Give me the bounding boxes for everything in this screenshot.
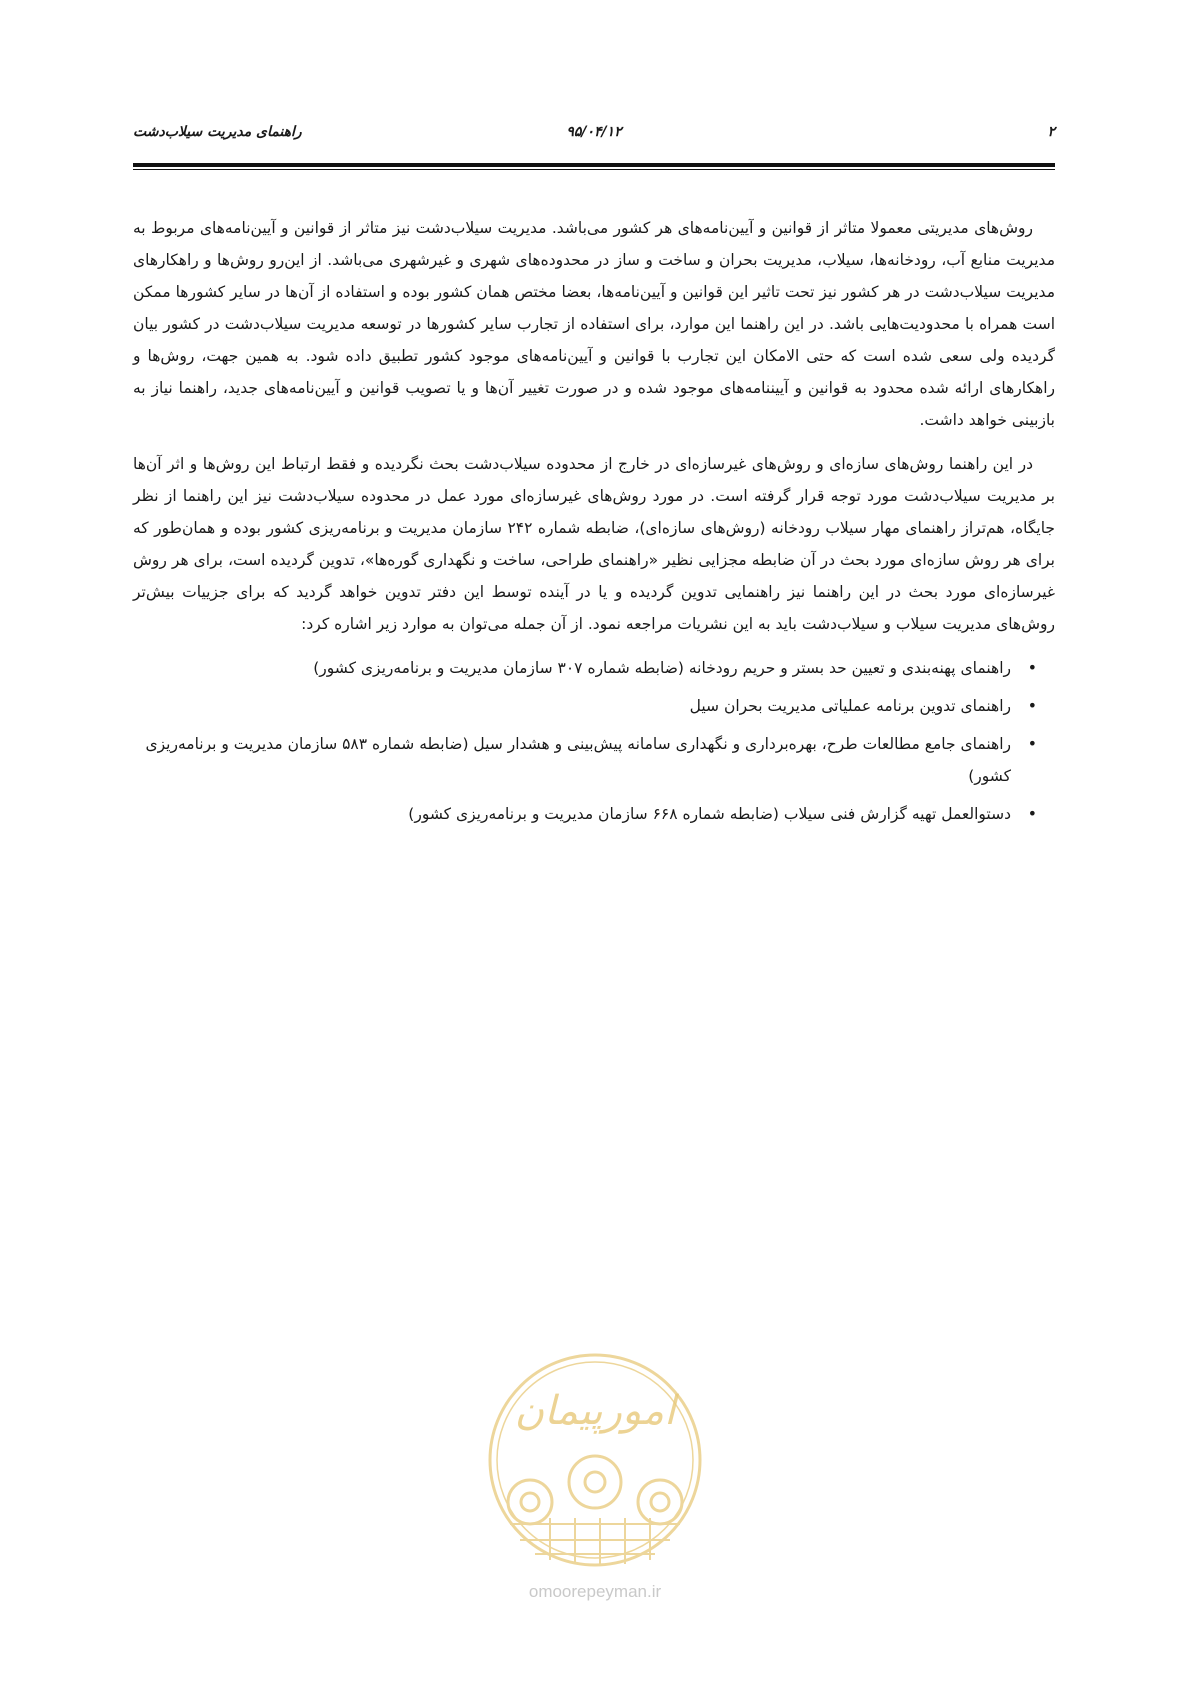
header-rule-thick — [133, 163, 1055, 167]
watermark-url: omoorepeyman.ir — [528, 1582, 662, 1601]
header-date: ۹۵/۰۴/۱۲ — [566, 124, 622, 140]
page-number: ۲ — [1047, 124, 1055, 140]
list-item: • راهنمای جامع مطالعات طرح، بهره‌برداری و نگهداری سامانه پیش‌بینی و هشدار سیل (ضابطه شماره ۵۸۳ سازمان مدیریت و برنامه‌ریزی کشور) — [133, 728, 1011, 792]
watermark-logo-text: امورپیمان — [514, 1388, 676, 1434]
reference-list — [133, 652, 1055, 830]
body-content — [133, 212, 1055, 836]
header-rule-thin — [133, 169, 1055, 170]
list-item: • دستوالعمل تهیه گزارش فنی سیلاب (ضابطه شماره ۶۶۸ سازمان مدیریت و برنامه‌ریزی کشور) — [133, 798, 1011, 830]
paragraph-1: روش‌های مدیریتی معمولا متاثر از قوانین و آیین‌نامه‌های هر کشور می‌باشد. مدیریت سیلاب‌دشت نیز متاثر از قوانین و آیین‌نامه‌های مربوط به مدیریت منابع آب، رودخانه‌ها، سیلاب، مدیریت بحران و ساخت و ساز در محدوده‌های شهری و غیرشهری می‌باشد. از این‌رو روش‌ها و راهکارهای مدیریت سیلاب‌دشت در هر کشور نیز تحت تاثیر این قوانین و آیین‌نامه‌ها، بعضا مختص همان کشور بوده و استفاده از آن‌ها در سایر کشورها ممکن است همراه با محدودیت‌هایی باشد. در این راهنما این موارد، برای استفاده از تجارب سایر کشورها در توسعه مدیریت سیلاب‌دشت در کشور بیان گردیده ولی سعی شده است که حتی الامکان این تجارب با قوانین و آیین‌نامه‌های موجود کشور تطبیق داده شود. به همین جهت، روش‌ها و راهکارهای ارائه شده محدود به قوانین و آییننامه‌های موجود شده و در صورت تغییر آن‌ها و یا تصویب قوانین و آیین‌نامه‌های جدید، راهنما نیاز به بازبینی خواهد داشت. — [133, 219, 1055, 429]
list-item: • راهنمای تدوین برنامه عملیاتی مدیریت بحران سیل — [133, 690, 1011, 722]
watermark-seal-icon — [470, 1342, 720, 1572]
list-item: • راهنمای پهنه‌بندی و تعیین حد بستر و حریم رودخانه (ضابطه شماره ۳۰۷ سازمان مدیریت و برنامه‌ریزی کشور) — [133, 652, 1011, 684]
page-header — [133, 124, 1055, 152]
header-title: راهنمای مدیریت سیلاب‌دشت — [133, 124, 302, 140]
paragraph-2: در این راهنما روش‌های سازه‌ای و روش‌های غیرسازه‌ای در خارج از محدوده سیلاب‌دشت بحث نگردیده و فقط ارتباط این روش‌ها و اثر آن‌ها بر مدیریت سیلاب‌دشت مورد توجه قرار گرفته است. در مورد روش‌های غیرسازه‌ای مورد عمل در محدوده سیلاب‌دشت نیز این راهنما از نظر جایگاه، هم‌تراز راهنمای مهار سیلاب رودخانه (روش‌های سازه‌ای)، ضابطه شماره ۲۴۲ سازمان مدیریت و برنامه‌ریزی کشور بوده و همان‌طور که برای هر روش سازه‌ای مورد بحث در آن ضابطه مجزایی نظیر «راهنمای طراحی، ساخت و نگهداری گوره‌ها»، تدوین گردیده است، برای هر روش غیرسازه‌ای مورد بحث در این راهنما نیز راهنمایی تدوین گردیده و یا در آینده توسط این دفتر تدوین خواهد گردید که برای جزییات بیش‌تر روش‌های مدیریت سیلاب و سیلاب‌دشت باید به این نشریات مراجعه نمود. از آن جمله می‌توان به موارد زیر اشاره کرد: — [133, 455, 1055, 633]
